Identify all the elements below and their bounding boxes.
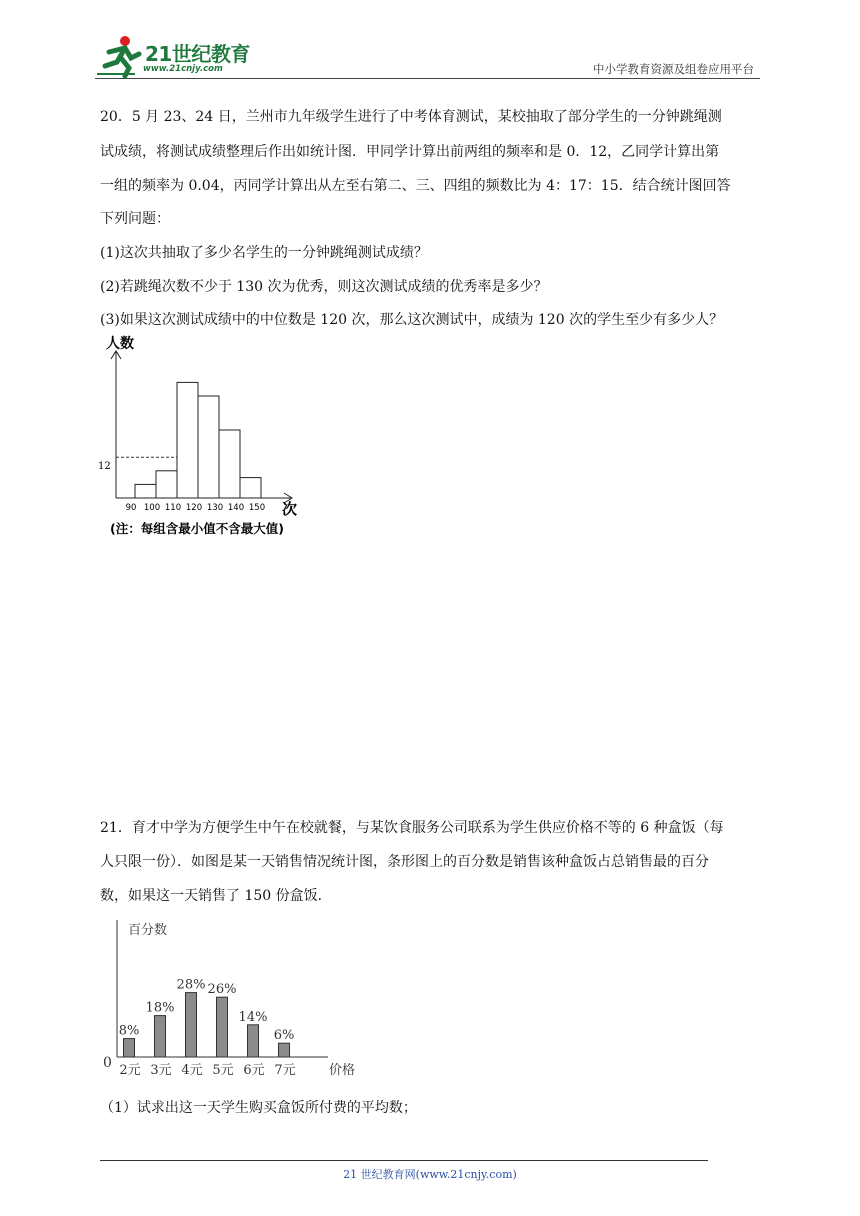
- runner-logo-icon: [95, 32, 145, 78]
- x-category-label: 7元: [274, 1063, 296, 1078]
- bar-chart-bar: [279, 1043, 290, 1057]
- bar-chart-bar: [248, 1025, 259, 1057]
- bar-value-label: 26%: [207, 982, 237, 998]
- x-category-label: 4元: [181, 1063, 203, 1078]
- bar-chart-bar: [124, 1039, 135, 1057]
- q21-subquestion-1: （1）试求出这一天学生购买盒饭所付费的平均数；: [100, 1100, 417, 1116]
- histogram-chart: [96, 332, 356, 547]
- bar-value-label: 14%: [238, 1009, 268, 1025]
- bar-value-label: 8%: [118, 1023, 140, 1039]
- q20-subquestion-2: (2)若跳绳次数不少于 130 次为优秀，则这次测试成绩的优秀率是多少？: [100, 279, 548, 295]
- x-category-label: 2元: [119, 1063, 141, 1078]
- histogram-bar: [135, 484, 156, 498]
- q20-stem-line-3: 一组的频率为 0.04，丙同学计算出从左至右第二、三、四组的频数比为 4：17：15．结合统计图回答: [100, 178, 731, 194]
- x-tick-label: 100: [143, 503, 161, 513]
- bar-chart-bar: [217, 997, 228, 1057]
- histogram-bar: [177, 382, 198, 498]
- percentage-bar-chart: [96, 912, 386, 1082]
- q20-stem-line-1: 20．5 月 23、24 日，兰州市九年级学生进行了中考体育测试，某校抽取了部分学生的一分钟跳绳测: [100, 109, 722, 125]
- footer-divider: [100, 1160, 708, 1161]
- bar-chart-origin-label: 0: [103, 1055, 112, 1071]
- bar-value-label: 28%: [176, 977, 206, 993]
- bar-chart-y-label: 百分数: [128, 923, 168, 938]
- q20-stem-line-2: 试成绩，将测试成绩整理后作出如统计图．甲同学计算出前两组的频率和是 0．12，乙同学计算出第: [100, 144, 720, 160]
- bar-chart-bar: [155, 1016, 166, 1057]
- footer-text: 21 世纪教育网(www.21cnjy.com): [343, 1168, 517, 1181]
- histogram-bar: [219, 430, 240, 498]
- histogram-bar: [198, 396, 219, 498]
- x-category-label: 6元: [243, 1063, 265, 1078]
- q21-stem-line-2: 人只限一份）．如图是某一天销售情况统计图，条形图上的百分数是销售该种盒饭占总销售最的百分: [100, 854, 709, 870]
- histogram-bars: [135, 382, 261, 498]
- histogram-y-label: 人数: [106, 336, 134, 352]
- site-logo: [95, 32, 265, 78]
- logo-title: 21世纪教育: [145, 42, 250, 66]
- x-tick-label: 90: [125, 503, 137, 513]
- bar-chart-bar: [186, 993, 197, 1057]
- x-category-label: 3元: [150, 1063, 172, 1078]
- q21-stem-line-3: 数，如果这一天销售了 150 份盒饭．: [100, 888, 332, 904]
- q20-subquestion-3: (3)如果这次测试成绩中的中位数是 120 次，那么这次测试中，成绩为 120 次的学生至少有多少人？: [100, 312, 724, 328]
- bar-value-label: 18%: [145, 1000, 175, 1016]
- bar-chart-labels: [119, 978, 296, 1078]
- bar-chart-x-label: 价格: [329, 1063, 356, 1078]
- histogram-bar: [156, 471, 177, 498]
- x-tick-label: 120: [185, 503, 203, 513]
- x-tick-label: 110: [164, 503, 182, 513]
- q20-stem-line-4: 下列问题：: [100, 211, 170, 227]
- histogram-tick-labels: [126, 503, 266, 513]
- q21-stem-line-1: 21．育才中学为方便学生中午在校就餐，与某饮食服务公司联系为学生供应价格不等的 6 种盒饭（每: [100, 820, 724, 836]
- x-tick-label: 140: [227, 503, 245, 513]
- histogram-reference-label: 12: [98, 461, 111, 472]
- x-tick-label: 130: [206, 503, 224, 513]
- q20-subquestion-1: (1)这次共抽取了多少名学生的一分钟跳绳测试成绩？: [100, 245, 428, 261]
- histogram-note: (注：每组含最小值不含最大值): [110, 521, 284, 536]
- bar-value-label: 6%: [273, 1028, 295, 1044]
- x-tick-label: 150: [248, 503, 266, 513]
- histogram-bar: [240, 478, 261, 498]
- logo-url: www.21cnjy.com: [143, 64, 223, 74]
- header-divider: [95, 78, 760, 79]
- platform-name: 中小学教育资源及组卷应用平台: [593, 62, 754, 76]
- histogram-x-label: 次: [282, 500, 298, 518]
- x-category-label: 5元: [212, 1063, 234, 1078]
- page-header: [95, 30, 760, 82]
